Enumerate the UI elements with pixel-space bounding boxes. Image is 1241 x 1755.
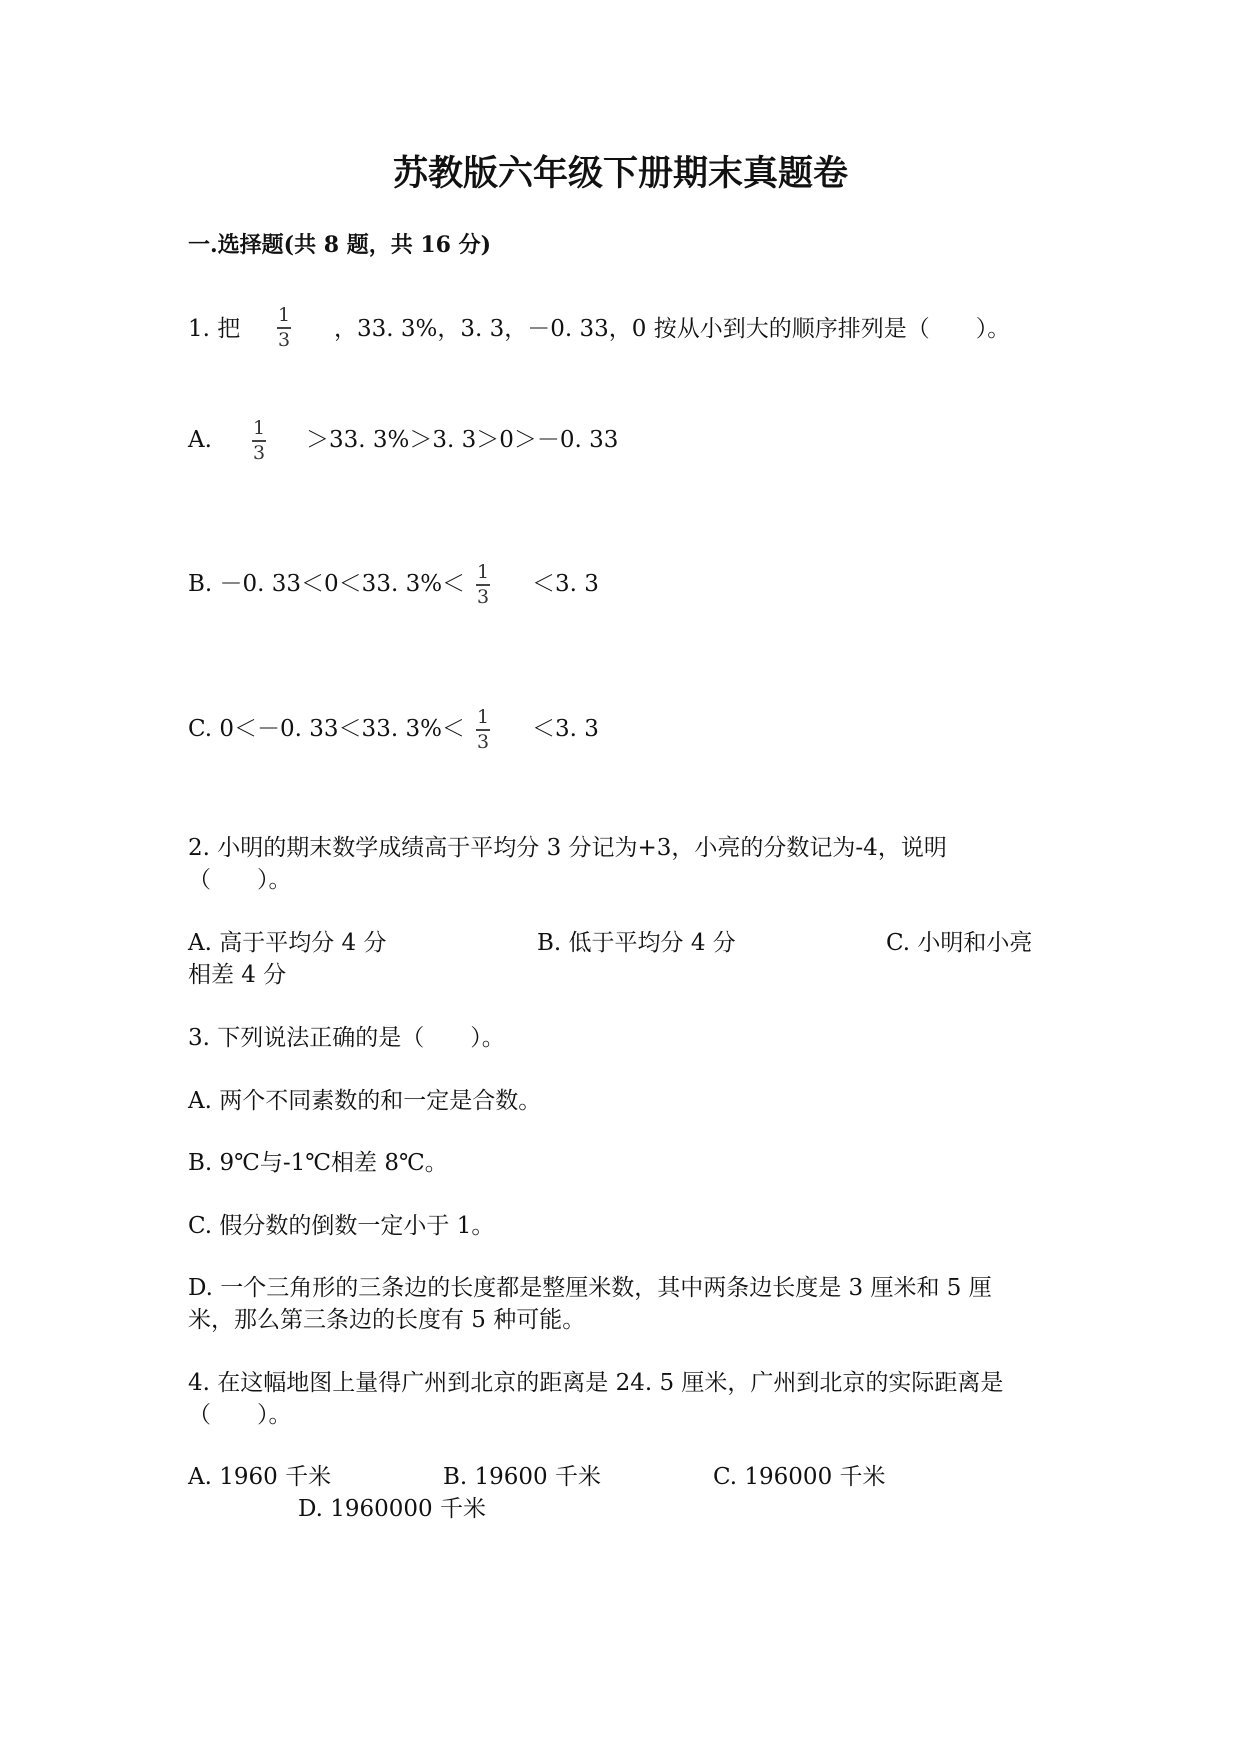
fraction-denominator: 3 [277, 328, 291, 351]
option-d: D. 1960000 千米 [298, 1496, 486, 1522]
section-heading: 一.选择题(共 8 题，共 16 分) [188, 232, 492, 258]
question-2-stem: 2. 小明的期末数学成绩高于平均分 3 分记为+3，小亮的分数记为-4，说明 [188, 835, 947, 861]
fraction-numerator: 1 [277, 304, 291, 326]
fraction-one-third [476, 562, 490, 607]
option-a-text: ＞33. 3%＞3. 3＞0＞－0. 33 [306, 427, 619, 453]
fraction-denominator: 3 [476, 730, 490, 753]
fraction-one-third [252, 418, 266, 463]
question-2-stem-cont: （ ）。 [188, 867, 292, 893]
question-1-stem-prefix: 1. 把 [188, 316, 241, 342]
option-c: C. 0＜－0. 33＜33. 3%＜ [188, 716, 465, 742]
question-4-stem-cont: （ ）。 [188, 1402, 292, 1428]
option-d: D. 一个三角形的三条边的长度都是整厘米数，其中两条边长度是 3 厘米和 5 厘 [188, 1275, 992, 1301]
option-c: C. 小明和小亮 [886, 930, 1033, 956]
page-title: 苏教版六年级下册期末真题卷 [392, 153, 848, 194]
option-b: B. 低于平均分 4 分 [537, 930, 736, 956]
option-b: B. －0. 33＜0＜33. 3%＜ [188, 571, 466, 597]
option-a: A. 1960 千米 [188, 1464, 332, 1490]
option-d-cont: 米，那么第三条边的长度有 5 种可能。 [188, 1307, 586, 1333]
option-a: A. [188, 427, 212, 453]
option-c: C. 假分数的倒数一定小于 1。 [188, 1213, 495, 1239]
fraction-numerator: 1 [252, 417, 266, 439]
option-c-suffix: ＜3. 3 [532, 716, 599, 742]
question-1-stem-suffix: ，33. 3%，3. 3，－0. 33，0 按从小到大的顺序排列是（ ）。 [334, 316, 1011, 342]
option-a: A. 两个不同素数的和一定是合数。 [188, 1088, 542, 1114]
fraction-numerator: 1 [476, 706, 490, 728]
question-3-stem: 3. 下列说法正确的是（ ）。 [188, 1025, 505, 1051]
option-b-suffix: ＜3. 3 [532, 571, 599, 597]
option-b: B. 9℃与-1℃相差 8℃。 [188, 1150, 448, 1176]
option-a: A. 高于平均分 4 分 [188, 930, 387, 956]
fraction-numerator: 1 [476, 561, 490, 583]
option-c-cont: 相差 4 分 [188, 962, 287, 988]
fraction-one-third [476, 707, 490, 752]
option-b: B. 19600 千米 [443, 1464, 602, 1490]
question-4-stem: 4. 在这幅地图上量得广州到北京的距离是 24. 5 厘米，广州到北京的实际距离是 [188, 1370, 1004, 1396]
fraction-one-third [277, 305, 291, 350]
fraction-denominator: 3 [476, 585, 490, 608]
fraction-denominator: 3 [252, 441, 266, 464]
option-c: C. 196000 千米 [713, 1464, 886, 1490]
